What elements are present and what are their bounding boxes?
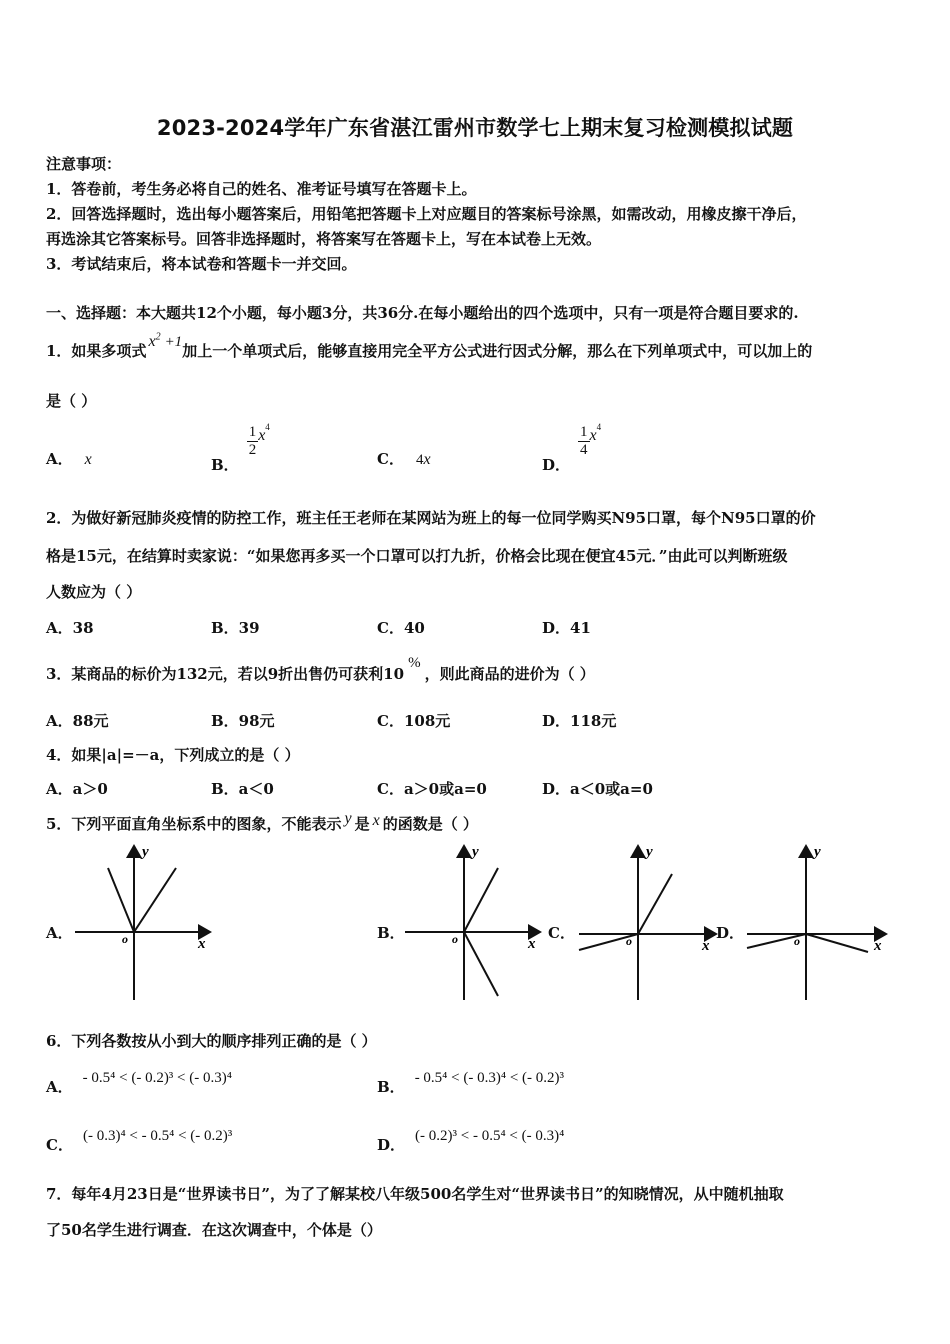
question-6-stem: 6．下列各数按从小到大的顺序排列正确的是（ ） xyxy=(46,1032,377,1050)
q6-option-b[interactable]: B． - 0.5⁴ < (- 0.3)⁴ < (- 0.2)³ xyxy=(377,1070,565,1096)
q5-option-c[interactable]: C． xyxy=(548,924,575,942)
question-1-stem: 1．如果多项式$x^2 +1$加上一个单项式后，能够直接用完全平方公式进行因式分解，那么在下列单项式中，可以加上的 xyxy=(46,331,813,360)
q3-option-d[interactable]: D．118元 xyxy=(542,712,617,730)
origin-label: o xyxy=(794,934,800,948)
q2-option-d[interactable]: D．41 xyxy=(542,619,591,637)
q5-graph-a xyxy=(70,840,220,1005)
notes-item: 1．答卷前，考生务必将自己的姓名、准考证号填写在答题卡上。 xyxy=(46,180,477,198)
q5-option-d[interactable]: D． xyxy=(716,924,745,942)
axis-label-y: y xyxy=(646,844,653,860)
q4-option-c[interactable]: C．a＞0或a=0 xyxy=(377,780,487,798)
q3-option-a[interactable]: A．88元 xyxy=(46,712,109,730)
origin-label: o xyxy=(122,932,128,946)
origin-label: o xyxy=(452,932,458,946)
axis-label-x: x xyxy=(528,936,536,952)
q5-graph-d xyxy=(744,840,894,1005)
question-4-stem: 4．如果|a|=－a，下列成立的是（ ） xyxy=(46,746,300,764)
q5-option-b[interactable]: B． xyxy=(377,924,405,942)
q5-graph-b xyxy=(400,840,550,1005)
q5-option-a[interactable]: A． xyxy=(46,924,73,942)
q6-option-a[interactable]: A． - 0.5⁴ < (- 0.2)³ < (- 0.3)⁴ xyxy=(46,1070,232,1096)
axis-label-x: x xyxy=(874,938,882,954)
origin-label: o xyxy=(626,934,632,948)
q6-option-c[interactable]: C． (- 0.3)⁴ < - 0.5⁴ < (- 0.2)³ xyxy=(46,1128,233,1154)
axis-label-y: y xyxy=(472,844,479,860)
question-2-stem: 人数应为（ ） xyxy=(46,583,142,601)
notes-item: 再选涂其它答案标号。回答非选择题时，将答案写在答题卡上，写在本试卷上无效。 xyxy=(46,230,602,248)
notes-item: 2．回答选择题时，选出每小题答案后，用铅笔把答题卡上对应题目的答案标号涂黑，如需改动，用橡皮擦干净后， xyxy=(46,205,807,223)
q1-option-c[interactable]: C． 4x xyxy=(377,450,431,468)
q2-option-c[interactable]: C．40 xyxy=(377,619,425,637)
q1-option-a[interactable]: A． x xyxy=(46,450,92,468)
q5-graph-c xyxy=(576,840,726,1005)
q3-option-c[interactable]: C．108元 xyxy=(377,712,451,730)
q4-option-b[interactable]: B．a＜0 xyxy=(211,780,274,798)
question-2-stem: 格是15元，在结算时卖家说：“如果您再多买一个口罩可以打九折，价格会比现在便宜45元．”由此可以判断班级 xyxy=(46,547,788,565)
notes-heading: 注意事项： xyxy=(46,155,122,173)
axis-label-x: x xyxy=(198,936,206,952)
q4-option-a[interactable]: A．a＞0 xyxy=(46,780,108,798)
question-7-stem: 7．每年4月23日是“世界读书日”，为了了解某校八年级500名学生对“世界读书日”的知晓情况，从中随机抽取 xyxy=(46,1185,784,1203)
q1-option-b[interactable]: B． $\frac{1}{2}$ $x^4$ xyxy=(211,421,270,474)
q3-option-b[interactable]: B．98元 xyxy=(211,712,275,730)
question-1-stem-cont: 是（ ） xyxy=(46,392,97,410)
question-3-stem: 3．某商品的标价为132元，若以9折出售仍可获利10%，则此商品的进价为（ ） xyxy=(46,655,595,683)
question-7-stem: 了50名学生进行调查．在这次调查中，个体是（） xyxy=(46,1221,382,1239)
axis-label-x: x xyxy=(702,938,710,954)
question-5-stem: 5．下列平面直角坐标系中的图象，不能表示 y 是 x 的函数是（ ） xyxy=(46,810,478,833)
question-2-stem: 2．为做好新冠肺炎疫情的防控工作，班主任王老师在某网站为班上的每一位同学购买N95口罩，每个N95口罩的价 xyxy=(46,509,816,527)
q1-option-d[interactable]: D． $\frac{1}{4}$ $x^4$ xyxy=(542,421,602,474)
q2-option-a[interactable]: A．38 xyxy=(46,619,94,637)
axis-label-y: y xyxy=(142,844,149,860)
section-heading: 一、选择题：本大题共12个小题，每小题3分，共36分.在每小题给出的四个选项中，只有一项是符合题目要求的. xyxy=(46,304,799,322)
page-title: 2023-2024学年广东省湛江雷州市数学七上期末复习检测模拟试题 xyxy=(156,116,794,140)
q2-option-b[interactable]: B．39 xyxy=(211,619,260,637)
q6-option-d[interactable]: D． (- 0.2)³ < - 0.5⁴ < (- 0.3)⁴ xyxy=(377,1128,565,1154)
axis-label-y: y xyxy=(814,844,821,860)
q4-option-d[interactable]: D．a＜0或a=0 xyxy=(542,780,653,798)
notes-item: 3．考试结束后，将本试卷和答题卡一并交回。 xyxy=(46,255,357,273)
